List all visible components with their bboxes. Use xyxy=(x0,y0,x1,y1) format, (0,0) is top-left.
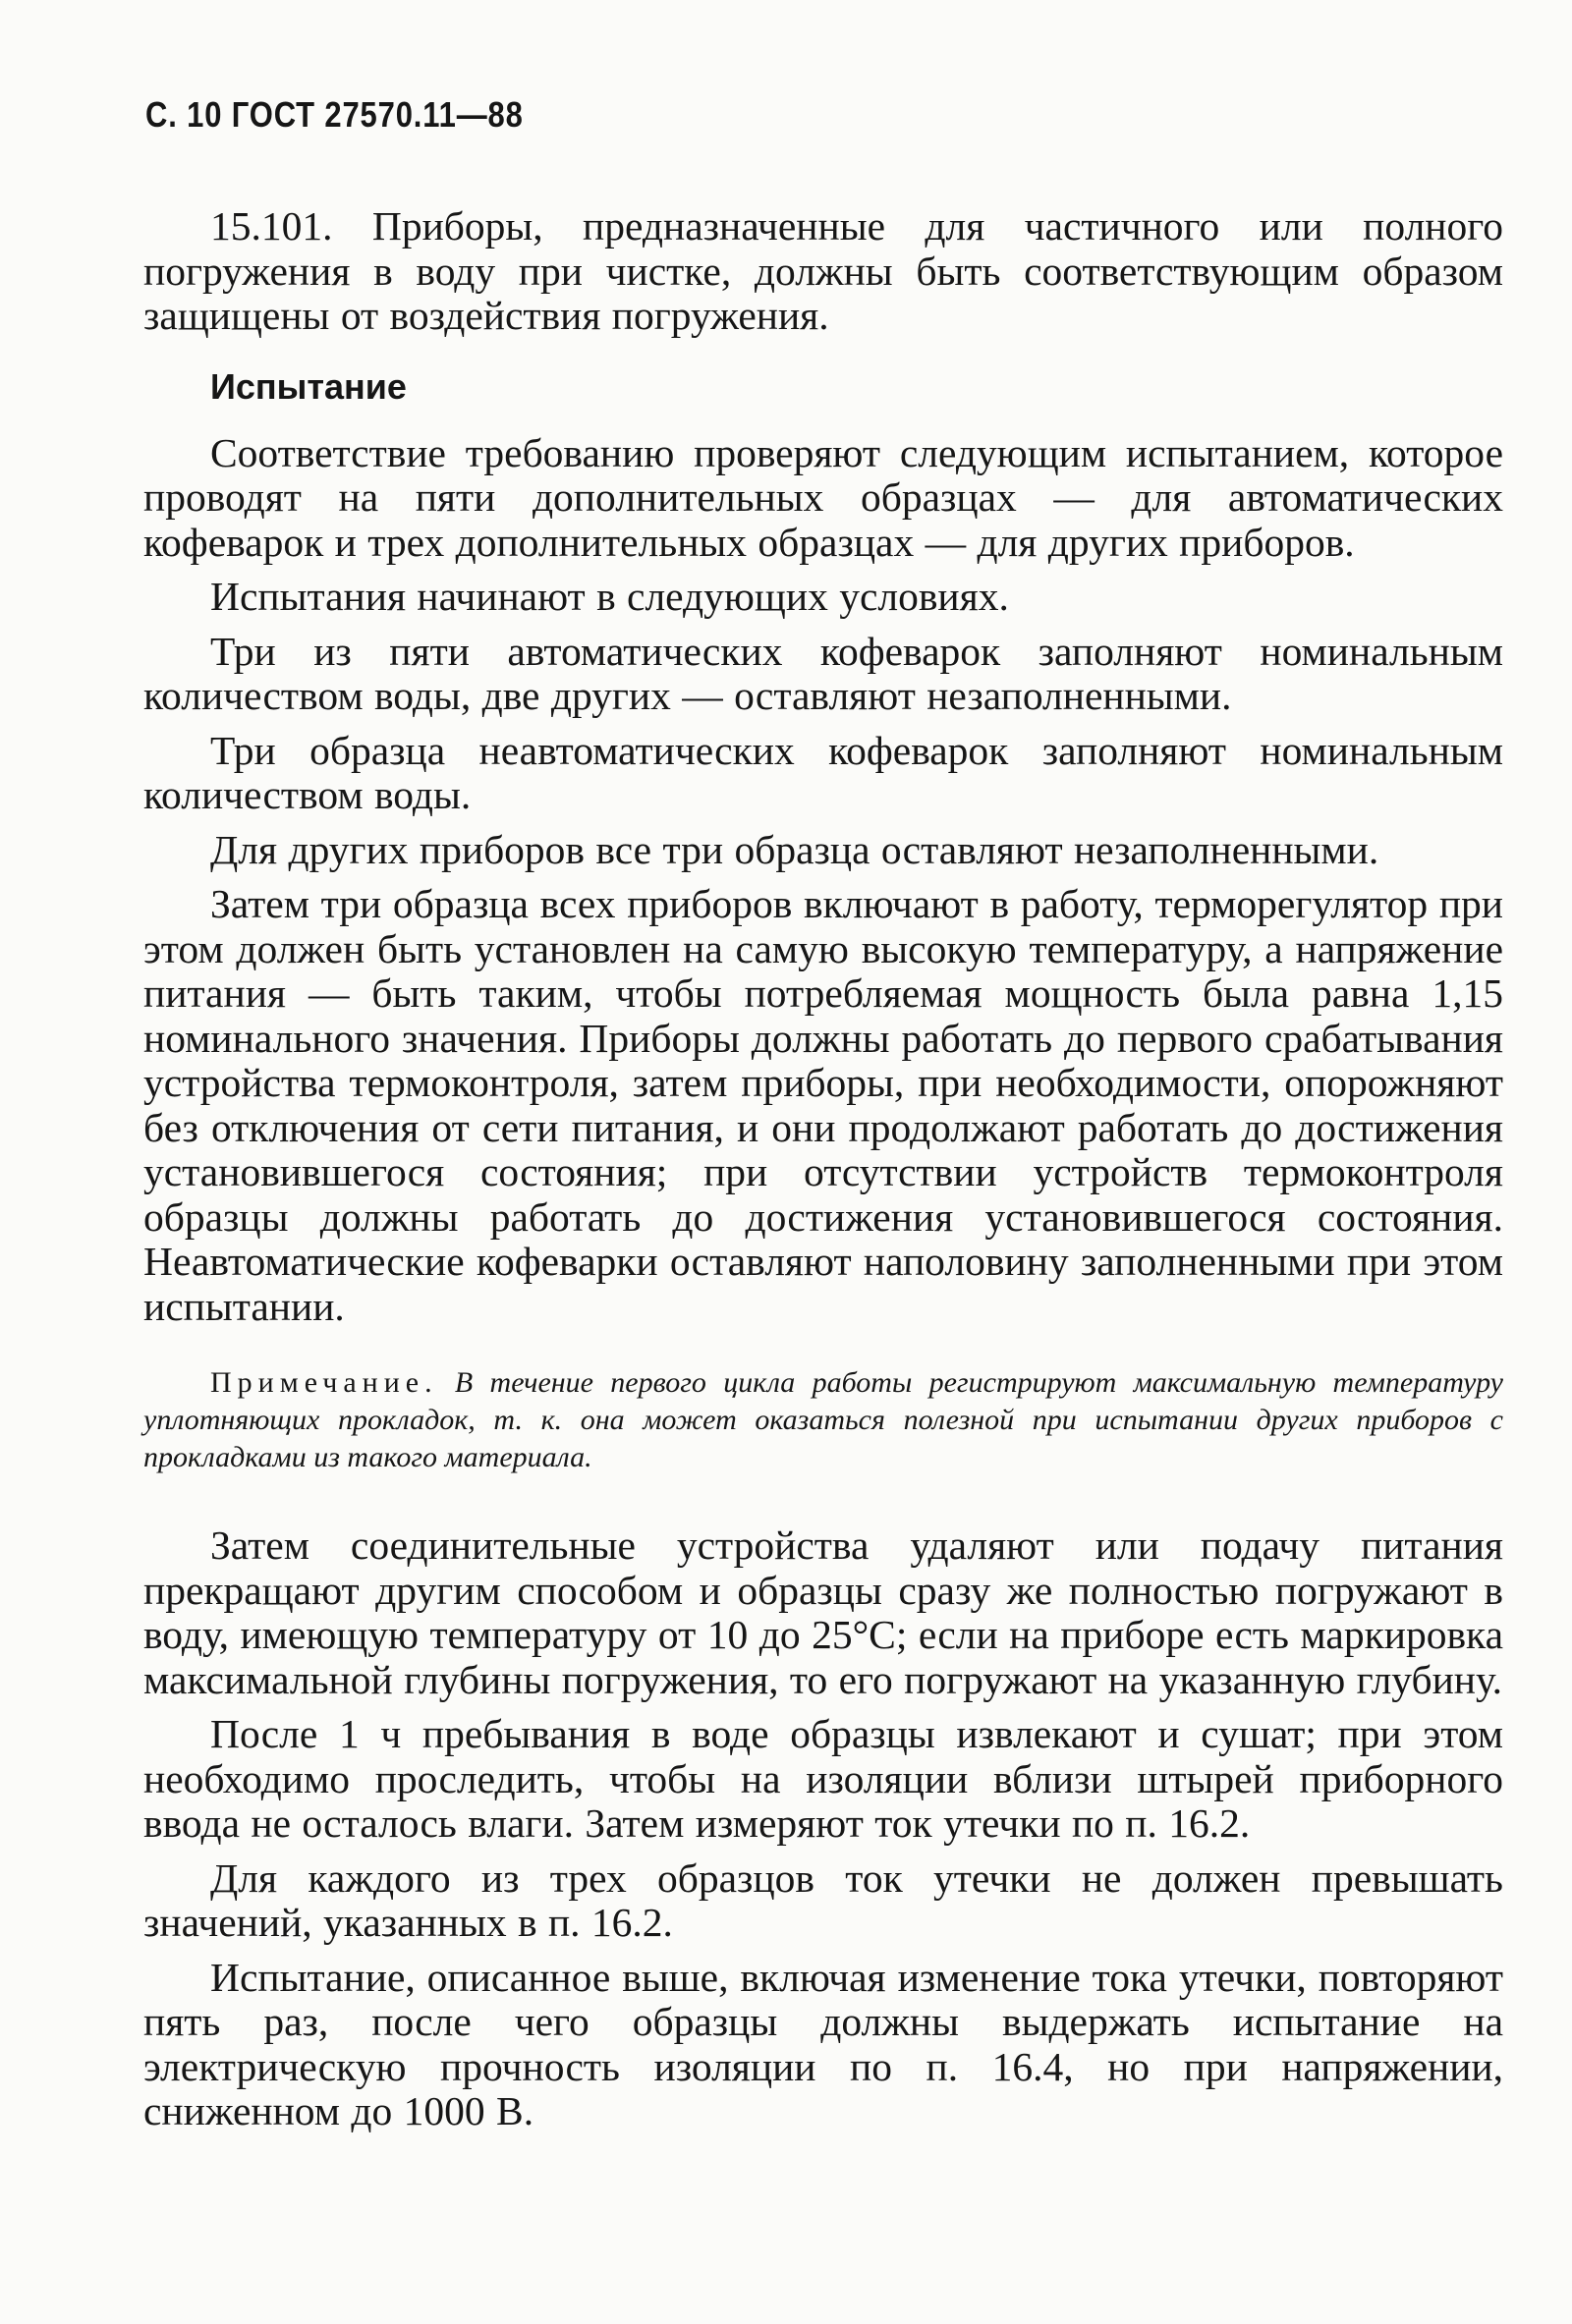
paragraph-operation: Затем три образца всех приборов включают в работу, терморегулятор при этом должен быть установлен на самую высокую температуру, а напряжение питания — быть таким, чтобы потребляемая мощность была равна 1,15 номинального значения. Приборы должны работать до первого срабатывания устройства термоконтроля, затем приборы, при необходимости, опорожняют без отключения от сети питания, и они продолжают работать до достижения установившегося состояния; при отсутствии устройств термоконтроля образцы должны работать до достижения установившегося состояния. Неавтоматические кофеварки оставляют наполовину заполненными при этом испытании. xyxy=(143,881,1503,1329)
paragraph-compliance: Соответствие требованию проверяют следующим испытанием, которое проводят на пяти дополнительных образцах — для автоматических кофеварок и трех дополнительных образцах — для других приборов. xyxy=(143,429,1503,565)
paragraph-leakage-limit: Для каждого из трех образцов ток утечки не должен превышать значений, указанных в п. 16.2. xyxy=(143,1854,1503,1945)
clause-15-101: 15.101. Приборы, предназначенные для частичного или полного погружения в воду при чистке, должны быть соответствующим образом защищены от воздействия погружения. xyxy=(143,203,1503,338)
paragraph-immersion: Затем соединительные устройства удаляют или подачу питания прекращают другим способом и образцы сразу же полностью погружают в воду, имеющую температуру от 10 до 25°С; если на приборе есть маркировка максимальной глубины погружения, то его погружают на указанную глубину. xyxy=(143,1522,1503,1702)
note-text: В течение первого цикла работы регистрируют максимальную температуру уплотняющих прокладок, т. к. она может оказаться полезной при испытании других приборов с прокладками из такого материала. xyxy=(143,1366,1503,1473)
paragraph-after-1h: После 1 ч пребывания в воде образцы извлекают и сушат; при этом необходимо проследить, чтобы на изоляции вблизи штырей приборного ввода не осталось влаги. Затем измеряют ток утечки по п. 16.2. xyxy=(143,1711,1503,1846)
paragraph-other-devices: Для других приборов все три образца оставляют незаполненными. xyxy=(210,826,1379,872)
paragraph-start-conditions: Испытания начинают в следующих условиях. xyxy=(210,574,1009,619)
paragraph-repeat: Испытание, описанное выше, включая изменение тока утечки, повторяют пять раз, после чего образцы должны выдержать испытание на электрическую прочность изоляции по п. 16.4, но при напряжении, сниженном до 1000 В. xyxy=(143,1954,1503,2133)
document-body xyxy=(143,204,1503,2134)
test-heading: Испытание xyxy=(210,365,407,407)
note xyxy=(143,1364,1503,1476)
page-header: С. 10 ГОСТ 27570.11—88 xyxy=(145,94,524,135)
note-label: Примечание. xyxy=(210,1366,438,1399)
paragraph-three-samples: Три образца неавтоматических кофеварок заполняют номинальным количеством воды. xyxy=(143,727,1503,817)
paragraph-three-of-five: Три из пяти автоматических кофеварок заполняют номинальным количеством воды, две других — оставляют незаполненными. xyxy=(143,628,1503,718)
